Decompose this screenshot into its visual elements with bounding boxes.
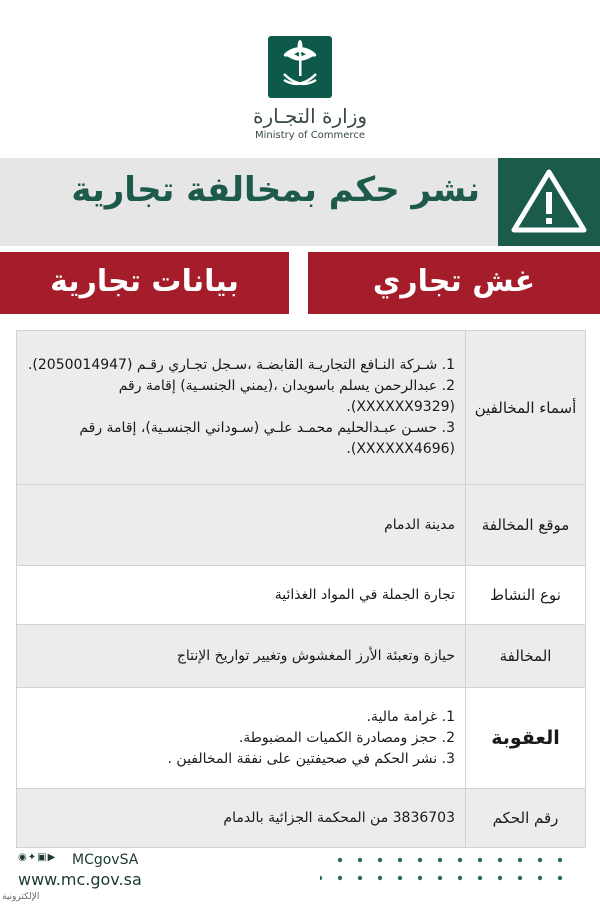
category-banner-commercial-data: بيانات تجارية xyxy=(0,252,289,314)
verdict-table xyxy=(16,330,586,848)
twitter-icon: ✦ xyxy=(27,852,38,863)
category-banner-fraud: غش تجاري xyxy=(308,252,600,314)
table-row-violation xyxy=(17,625,585,688)
list-item: 2. عبدالرحمن يسلم باسويدان ،(يمني الجنسـية) إقامة رقم (XXXXXX9329). xyxy=(118,378,455,415)
list-item: تجارة الجملة في المواد الغذائية xyxy=(274,586,455,603)
table-row-violators xyxy=(17,331,585,485)
row-label: المخالفة xyxy=(465,625,585,687)
row-value xyxy=(17,789,465,847)
corner-watermark: الإلكترونية xyxy=(2,892,40,902)
row-label: رقم الحكم xyxy=(465,789,585,847)
table-row-location xyxy=(17,485,585,566)
list-item: 1. شـركة النـافع التجاريـة القابضـة ،سـجل تجـاري رقـم (2050014947). xyxy=(27,357,455,373)
list-item: 3. نشر الحكم في صحيفتين على نفقة المخالفين . xyxy=(167,750,455,767)
social-icons xyxy=(18,852,56,863)
row-value xyxy=(17,485,465,565)
page-title: نشر حكم بمخالفة تجارية xyxy=(71,170,480,210)
row-value xyxy=(17,331,465,484)
warning-box xyxy=(498,158,600,246)
warning-triangle-icon xyxy=(498,158,600,246)
list-item: 2. حجز ومصادرة الكميات المضبوطة. xyxy=(238,729,455,746)
snapchat-icon: ◉ xyxy=(18,852,28,863)
list-item: 3836703 من المحكمة الجزائية بالدمام xyxy=(223,809,455,826)
instagram-icon: ▣ xyxy=(37,852,48,863)
row-label: أسماء المخالفين xyxy=(465,331,585,484)
row-value xyxy=(17,566,465,624)
list-item: 3. حسـن عبـدالحليم محمـد علـي (سـوداني الجنسـية)، إقامة رقم (XXXXXX4696). xyxy=(79,420,455,457)
list-item: مدينة الدمام xyxy=(384,516,455,533)
row-value xyxy=(17,688,465,788)
social-handle: MCgovSA xyxy=(72,852,139,868)
row-label: العقوبة xyxy=(465,688,585,788)
row-label: موقع المخالفة xyxy=(465,485,585,565)
ministry-logo xyxy=(268,36,332,98)
row-value xyxy=(17,625,465,687)
decorative-dots xyxy=(320,854,580,884)
website-link[interactable]: www.mc.gov.sa xyxy=(18,870,142,889)
row-label: نوع النشاط xyxy=(465,566,585,624)
list-item: 1. غرامة مالية. xyxy=(366,708,455,725)
table-row-penalty xyxy=(17,688,585,789)
youtube-icon: ▶ xyxy=(47,852,57,863)
ministry-name-english: Ministry of Commerce xyxy=(255,130,365,141)
palm-swords-icon xyxy=(268,36,332,98)
list-item: حيازة وتعبئة الأرز المغشوش وتغيير تواريخ الإنتاج xyxy=(176,647,455,664)
table-row-verdict-number xyxy=(17,789,585,847)
table-row-activity xyxy=(17,566,585,625)
ministry-name-arabic: وزارة التجـارة xyxy=(252,104,368,128)
